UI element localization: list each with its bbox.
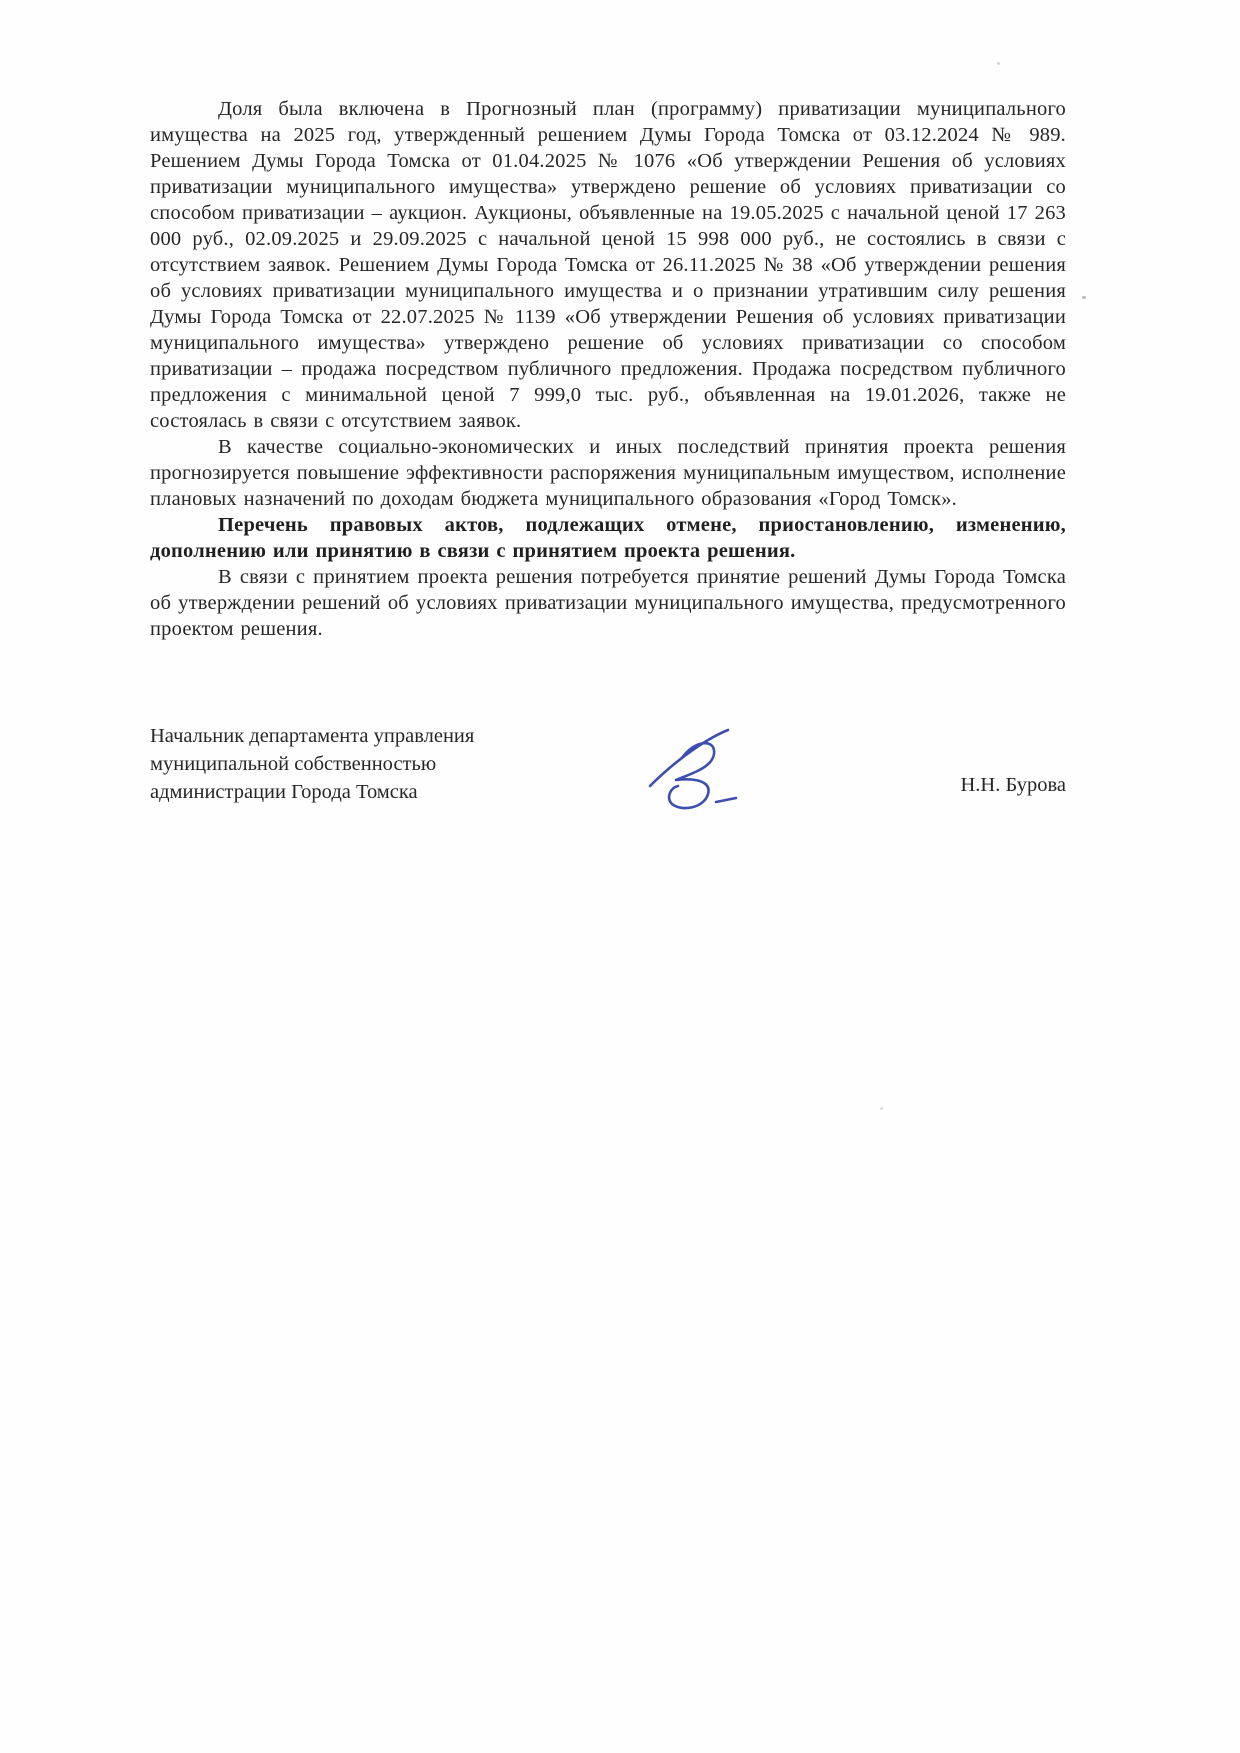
paragraph-required-decisions: В связи с принятием проекта решения потребуется принятие решений Думы Города Томска об утверждении решений об условиях приватизации муниципального имущества, предусмотренного проектом решения. — [150, 566, 1066, 640]
signer-position-line-1: Начальник департамента управления — [150, 725, 475, 747]
signer-position — [150, 722, 474, 806]
signer-name: Н.Н. Бурова — [960, 774, 1066, 796]
scan-speck — [1082, 296, 1086, 299]
scan-speck — [880, 1107, 883, 1110]
handwritten-signature-ink — [620, 724, 750, 824]
document-text-block — [150, 96, 1066, 852]
paragraph-legal-acts-heading: Перечень правовых актов, подлежащих отмене, приостановлению, изменению, дополнению или принятию в связи с принятием проекта решения. — [150, 514, 1066, 562]
signer-position-line-3: администрации Города Томска — [150, 781, 418, 803]
signer-position-line-2: муниципальной собственностью — [150, 753, 437, 775]
paragraph-privatization-history: Доля была включена в Прогнозный план (программу) приватизации муниципального имущества на 2025 год, утвержденный решением Думы Города Томска от 03.12.2024 № 989. Решением Думы Города Томска от 01.04.2025 № 1076 «Об утверждении Решения об условиях приватизации муниципального имущества» утверждено решение об условиях приватизации со способом приватизации – аукцион. Аукционы, объявленные на 19.05.2025 с начальной ценой 17 263 000 руб., 02.09.2025 и 29.09.2025 с начальной ценой 15 998 000 руб., не состоялись в связи с отсутствием заявок. Решением Думы Города Томска от 26.11.2025 № 38 «Об утверждении решения об условиях приватизации муниципального имущества и о признании утратившим силу решения Думы Города Томска от 22.07.2025 № 1139 «Об утверждении Решения об условиях приватизации муниципального имущества» утверждено решение об условиях приватизации со способом приватизации – продажа посредством публичного предложения. Продажа посредством публичного предложения с минимальной ценой 7 999,0 тыс. руб., объявленная на 19.01.2026, также не состоялась в связи с отсутствием заявок. — [150, 98, 1066, 432]
scan-speck — [997, 62, 1000, 65]
paragraph-socioeconomic-consequences: В качестве социально-экономических и иных последствий принятия проекта решения прогнозируется повышение эффективности распоряжения муниципальным имуществом, исполнение плановых назначений по доходам бюджета муниципального образования «Город Томск». — [150, 436, 1066, 510]
signature-block — [150, 722, 1066, 852]
